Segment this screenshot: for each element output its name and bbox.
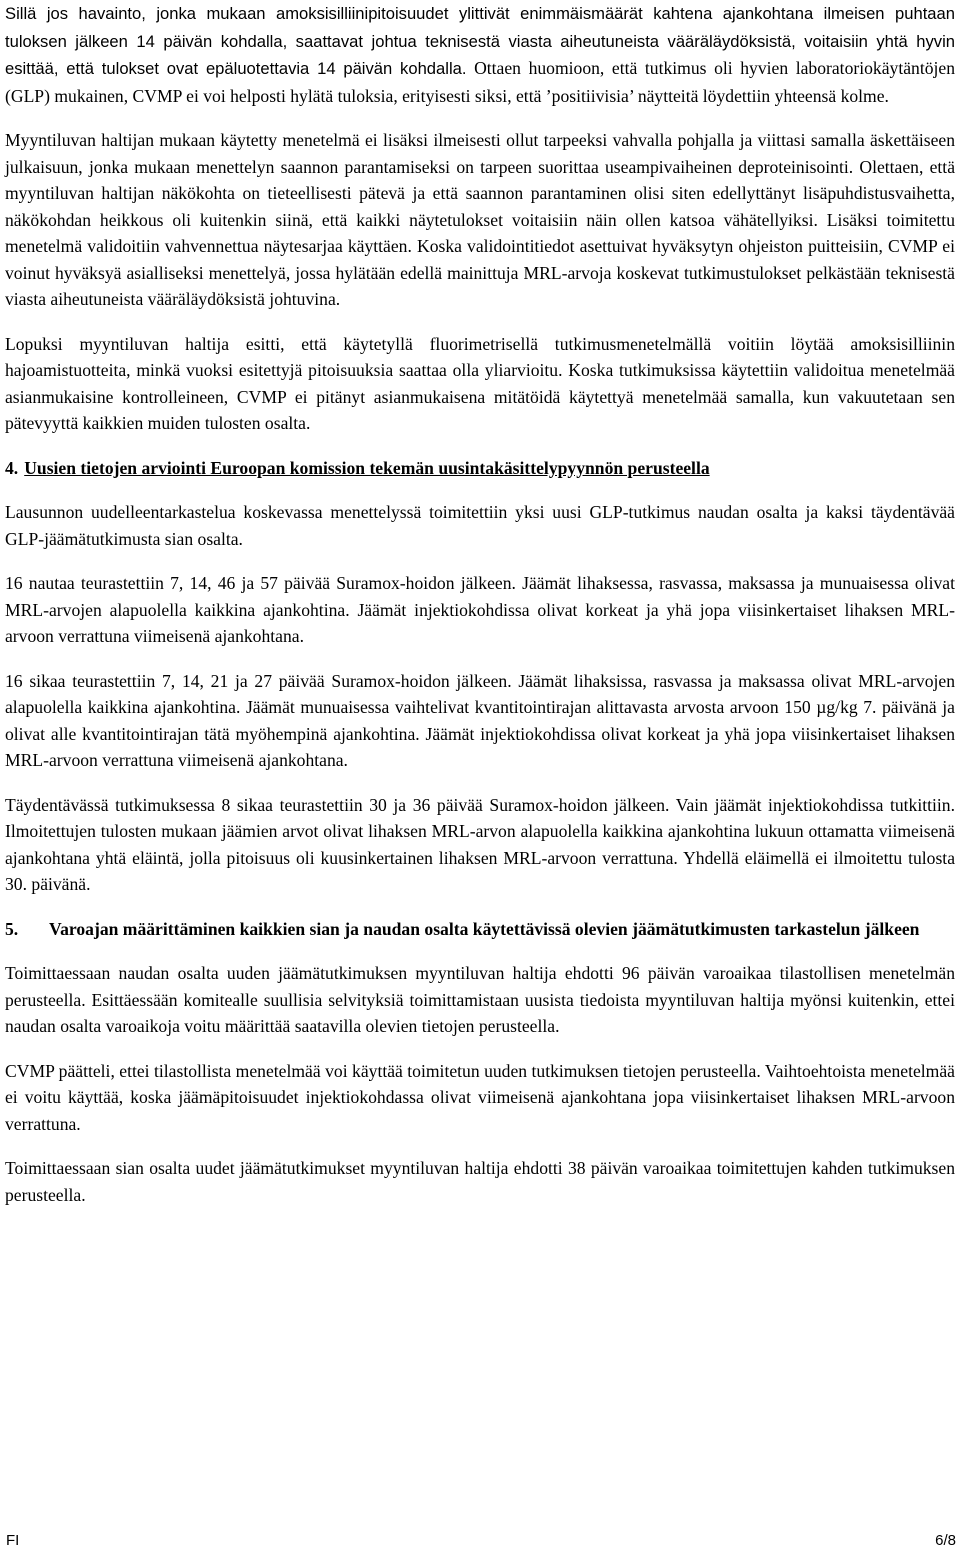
paragraph-1 xyxy=(5,0,955,109)
section-4-paragraph-4: Täydentävässä tutkimuksessa 8 sikaa teurastettiin 30 ja 36 päivää Suramox-hoidon jälkeen. Vain jäämät injektiokohdissa tutkittiin. Ilmoitettujen tulosten mukaan jäämien arvot olivat lihaksen MRL-arvon alapuolella kaikkina ajankohtina lukuun ottamatta viimeisenä ajankohtana yhtä eläintä, jolla pitoisuus oli kuusinkertainen lihaksen MRL-arvoon verrattuna. Yhdellä eläimellä ei ilmoitettu tulosta 30. päivänä. xyxy=(5,794,955,894)
document-page xyxy=(5,0,955,1208)
section-5-paragraph-2: CVMP päätteli, ettei tilastollista menetelmää voi käyttää toimitetun uuden tutkimuksen tietojen perusteella. Vaihtoehtoista menetelmää ei voitu käyttää, koska jäämäpitoisuudet injektiokohdassa olivat viimeisenä ajankohtana jopa viisinkertaiset lihaksen MRL-arvoon verrattuna. xyxy=(5,1060,955,1134)
section-4-paragraph-2: 16 nautaa teurastettiin 7, 14, 46 ja 57 päivää Suramox-hoidon jälkeen. Jäämät lihaksessa, rasvassa, maksassa ja munuaisessa olivat MRL-arvojen alapuolella kaikkina ajankohtina. Jäämät injektiokohdissa olivat korkeat ja yhä jopa viisinkertaiset lihaksen MRL-arvoon verrattuna viimeisenä ajankohtana. xyxy=(5,573,955,646)
section-5-heading xyxy=(5,916,955,943)
footer-language: FI xyxy=(6,1532,20,1549)
section-4-heading xyxy=(5,455,955,482)
section-5-paragraph-3: Toimittaessaan sian osalta uudet jäämätutkimukset myyntiluvan haltija ehdotti 38 päivän varoaikaa toimitettujen kahden tutkimuksen perusteella. xyxy=(5,1158,955,1205)
paragraph-1-lead: Sillä jos havainto, jonka mukaan amoksisilliinipitoisuudet ylittivät enimmäismäärät kahtena ajankohtana ilmeisen puhtaan tuloksen jälkeen 14 päivän kohdalla, saattavat johtua teknisestä viasta aiheutuneista vääräläydöksistä, voitaisiin yhtä hyvin esittää, että tulokset ovat epäluotettavia 14 päivän kohdalla. xyxy=(5,4,955,78)
section-5-title: Varoajan määrittäminen kaikkien sian ja naudan osalta käytettävissä olevien jäämätutkimusten tarkastelun jälkeen xyxy=(49,918,920,939)
paragraph-2: Myyntiluvan haltijan mukaan käytetty menetelmä ei lisäksi ilmeisesti ollut tarpeeksi vahvalla pohjalla ja viittasi samalla äskettäiseen julkaisuun, jonka mukaan menettelyn saannon parantamiseksi on tarpeen suorittaa useampivaiheinen deproteinisointi. Olettaen, että myyntiluvan haltijan näkökohta on tieteellisesti pätevä ja että saannon parantaminen olisi siten edellyttänyt lisäpuhdistusvaihetta, näkökohdan heikkous oli kuitenkin siinä, että kaikki näytetulokset voitaisiin näin ollen katsoa vähätellyiksi. Lisäksi toimitettu menetelmä validoitiin vahvennettua näytesarjaa käyttäen. Koska validointitiedot asettuivat hyväksytyn ohjeiston puitteisiin, CVMP ei voinut hyväksyä asialliseksi menettelyä, jossa hylätään edellä mainittuja MRL-arvoja koskevat tutkimustulokset pelkästään teknisestä viasta aiheutuneista vääräläydöksistä johtuvina. xyxy=(5,130,955,309)
section-5-paragraph-1: Toimittaessaan naudan osalta uuden jäämätutkimuksen myyntiluvan haltija ehdotti 96 päivän varoaikaa tilastollisen menetelmän perusteella. Esittäessään komitealle suullisia selvityksiä toimittamistaan uusista tiedoista myyntiluvan haltija myönsi kuitenkin, ettei naudan osalta varoaikoja voitu määrittää saatavilla olevien tietojen perusteella. xyxy=(5,963,955,1036)
section-4-paragraph-1: Lausunnon uudelleentarkastelua koskevassa menettelyssä toimitettiin yksi uusi GLP-tutkimus naudan osalta ja kaksi täydentävää GLP-jäämätutkimusta sian osalta. xyxy=(5,502,955,549)
paragraph-1-text: Ottaen huomioon, että tutkimus oli hyvien laboratoriokäytäntöjen (GLP) mukainen, CVMP ei voi helposti hylätä tuloksia, erityisesti siksi, että ’positiivisia’ näytteitä löydettiin yhteensä kolme. xyxy=(5,58,955,106)
section-4-number: 4. xyxy=(5,457,19,478)
section-4-paragraph-3: 16 sikaa teurastettiin 7, 14, 21 ja 27 päivää Suramox-hoidon jälkeen. Jäämät lihaksissa, rasvassa ja maksassa olivat MRL-arvojen alapuolella kaikkina ajankohtina. Jäämät munuaisessa vaihtelivat kvantitointirajan alittavasta arvosta arvoon 150 µg/kg 7. päivänä ja olivat alle kvantitointirajan tätä myöhempinä ajankohtina. Jäämät injektiokohdissa olivat korkeat ja yhä jopa viisinkertaiset lihaksen MRL-arvoon verrattuna viimeisenä ajankohtana. xyxy=(5,670,955,770)
section-4-title: Uusien tietojen arviointi Euroopan komission tekemän uusintakäsittelypyynnön perusteella xyxy=(24,457,710,478)
paragraph-3: Lopuksi myyntiluvan haltija esitti, että käytetyllä fluorimetrisellä tutkimusmenetelmällä voitiin löytää amoksisilliinin hajoamistuotteita, minkä vuoksi esitettyjä pitoisuuksia saattaa olla yliarvioitu. Koska tutkimuksissa käytettiin validoitua menetelmää asianmukaisine kontrolleineen, CVMP ei pitänyt asianmukaisena mitätöidä käytettyä menetelmää samalla, kun vakuutetaan sen pätevyyttä kaikkien muiden tulosten osalta. xyxy=(5,333,955,433)
section-5-number: 5. xyxy=(5,918,19,939)
footer-page-number: 6/8 xyxy=(935,1532,956,1549)
